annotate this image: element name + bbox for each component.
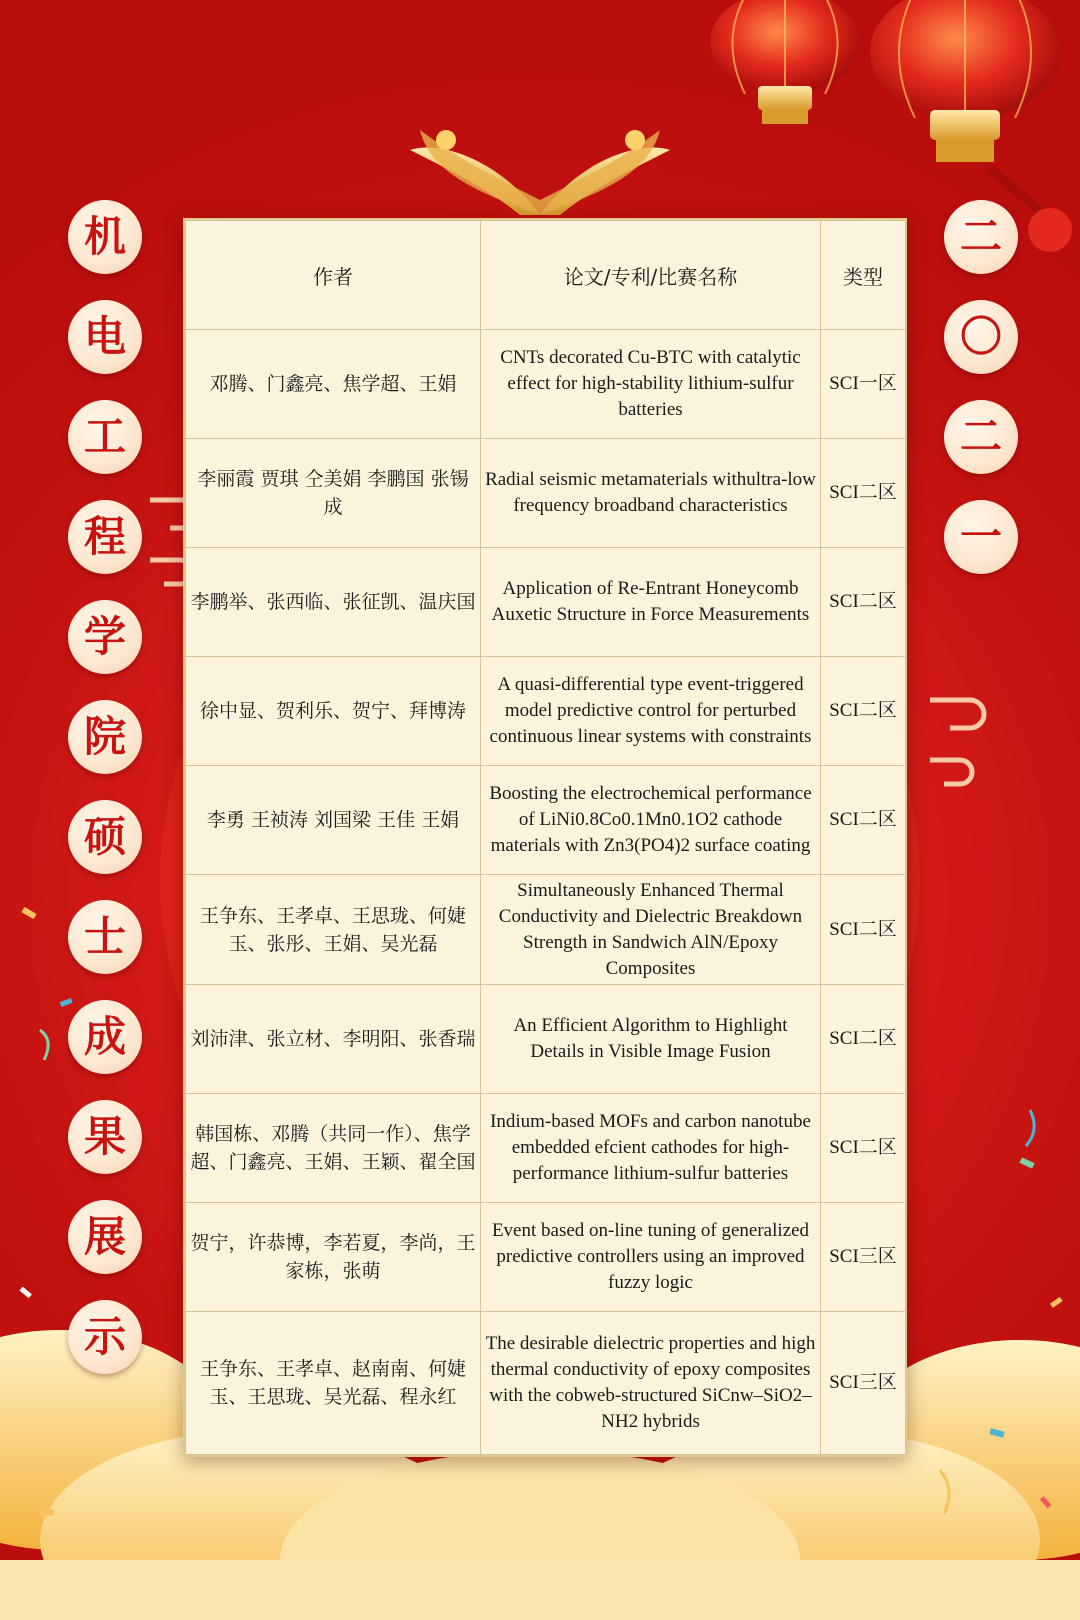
table-row [186,1311,906,1454]
cell-type: SCI二区 [821,766,906,875]
cell-type: SCI二区 [821,984,906,1093]
cell-type: SCI一区 [821,330,906,439]
banner-left-char: 机 [68,200,142,274]
banner-left-char: 示 [68,1300,142,1374]
banner-left-char: 学 [68,600,142,674]
cell-type: SCI二区 [821,548,906,657]
table-row [186,1202,906,1311]
cell-title: Boosting the electrochemical performance of LiNi0.8Co0.1Mn0.1O2 cathode materials with Zn3(PO4)2 surface coating [481,766,821,875]
table-row [186,330,906,439]
header-title: 论文/专利/比赛名称 [481,221,821,330]
cell-type: SCI二区 [821,439,906,548]
cell-authors: 刘沛津、张立材、李明阳、张香瑞 [186,984,481,1093]
cell-authors: 李鹏举、张西临、张征凯、温庆国 [186,548,481,657]
banner-left-char: 果 [68,1100,142,1174]
cell-authors: 邓腾、门鑫亮、焦学超、王娟 [186,330,481,439]
table-row [186,766,906,875]
cell-type: SCI三区 [821,1311,906,1454]
cell-authors: 韩国栋、邓腾（共同一作）、焦学超、门鑫亮、王娟、王颖、翟全国 [186,1093,481,1202]
banner-right-char: 一 [944,500,1018,574]
banner-left-char: 士 [68,900,142,974]
cell-authors: 王争东、王孝卓、赵南南、何婕玉、王思珑、吴光磊、程永红 [186,1311,481,1454]
banner-left-char: 硕 [68,800,142,874]
table-header-row [186,221,906,330]
cell-authors: 李丽霞 贾琪 仝美娟 李鹏国 张锡成 [186,439,481,548]
works-table [185,220,906,1455]
cell-title: Radial seismic metamaterials withultra-low frequency broadband characteristics [481,439,821,548]
cell-authors: 李勇 王祯涛 刘国梁 王佳 王娟 [186,766,481,875]
banner-right-char: 二 [944,400,1018,474]
cell-authors: 王争东、王孝卓、王思珑、何婕玉、张彤、王娟、吴光磊 [186,875,481,984]
banner-right-char: 〇 [944,300,1018,374]
cell-type: SCI三区 [821,1202,906,1311]
gold-leaf-icon [410,130,670,215]
cell-type: SCI二区 [821,875,906,984]
cell-title: Event based on-line tuning of generalized predictive controllers using an improved fuzzy logic [481,1202,821,1311]
cell-title: CNTs decorated Cu-BTC with catalytic effect for high-stability lithium-sulfur batteries [481,330,821,439]
cell-title: The desirable dielectric properties and high thermal conductivity of epoxy composites with the cobweb-structured SiCnw–SiO2–NH2 hybrids [481,1311,821,1454]
lantern-icon [710,0,860,124]
banner-left-char: 工 [68,400,142,474]
table-row [186,657,906,766]
cell-authors: 徐中显、贺利乐、贺宁、拜博涛 [186,657,481,766]
lantern-icon [870,0,1060,230]
header-type: 类型 [821,221,906,330]
cell-type: SCI二区 [821,1093,906,1202]
results-table [183,218,907,1457]
table-row [186,548,906,657]
banner-left-char: 成 [68,1000,142,1074]
cell-title: A quasi-differential type event-triggered model predictive control for perturbed continuous linear systems with constraints [481,657,821,766]
banner-left-char: 电 [68,300,142,374]
banner-left-char: 程 [68,500,142,574]
cell-title: Application of Re-Entrant Honeycomb Auxetic Structure in Force Measurements [481,548,821,657]
cell-authors: 贺宁，许恭博，李若夏，李尚，王家栋，张萌 [186,1202,481,1311]
banner-right-char: 二 [944,200,1018,274]
cell-type: SCI二区 [821,657,906,766]
cell-title: An Efficient Algorithm to Highlight Details in Visible Image Fusion [481,984,821,1093]
banner-left-char: 院 [68,700,142,774]
table-row [186,1093,906,1202]
table-row [186,984,906,1093]
cell-title: Simultaneously Enhanced Thermal Conductivity and Dielectric Breakdown Strength in Sandwich AlN/Epoxy Composites [481,875,821,984]
banner-left-char: 展 [68,1200,142,1274]
header-authors: 作者 [186,221,481,330]
cell-title: Indium-based MOFs and carbon nanotube embedded efcient cathodes for high-performance lithium-sulfur batteries [481,1093,821,1202]
table-row [186,439,906,548]
table-row [186,875,906,984]
